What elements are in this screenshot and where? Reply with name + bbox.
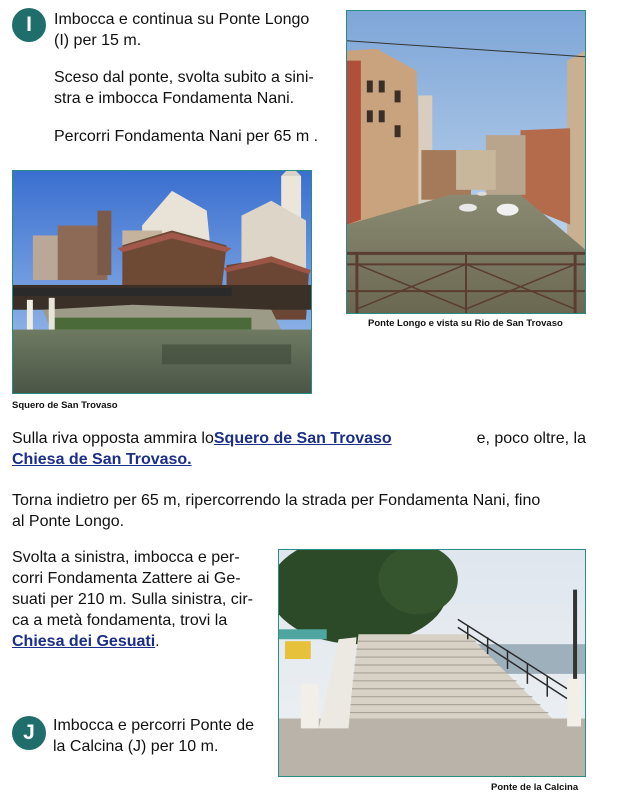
- step-j-line-2: la Calcina (J) per 10 m.: [53, 738, 219, 755]
- step-i-distance: Percorri Fondamenta Nani per 65 m .: [54, 128, 319, 145]
- step-i-line-1: Imbocca e continua su Ponte Longo: [54, 11, 310, 28]
- riva-text-pre: Sulla riva opposta ammira lo: [12, 430, 214, 447]
- svolta-line-2: corri Fondamenta Zattere ai Ge-: [12, 570, 241, 587]
- step-i-instruction: [54, 9, 339, 51]
- step-marker-j: J: [12, 716, 46, 750]
- step-marker-i: I: [12, 8, 46, 42]
- ponte-calcina-caption: Ponte de la Calcina: [491, 782, 579, 793]
- svolta-line-3: suati per 210 m. Sulla sinistra, cir-: [12, 591, 253, 608]
- step-i-turn-instruction: [54, 67, 339, 109]
- ponte-longo-caption: Ponte Longo e vista su Rio de San Trovaso: [368, 318, 563, 329]
- step-j-instruction: [53, 715, 275, 757]
- squero-photo: [12, 170, 312, 394]
- riva-paragraph: [12, 428, 586, 470]
- squero-caption: Squero de San Trovaso: [12, 400, 118, 411]
- torna-line-1: Torna indietro per 65 m, ripercorrendo la strada per Fondamenta Nani, fino: [12, 492, 541, 509]
- step-i-turn-line-1: Sceso dal ponte, svolta subito a sini-: [54, 69, 314, 86]
- svolta-paragraph: [12, 547, 270, 652]
- svolta-line-1: Svolta a sinistra, imbocca e per-: [12, 549, 240, 566]
- step-i-turn-line-2: stra e imbocca Fondamenta Nani.: [54, 90, 295, 107]
- step-i-line-2: (I) per 15 m.: [54, 32, 142, 49]
- ponte-calcina-photo: [278, 549, 586, 777]
- torna-paragraph: [12, 490, 588, 532]
- svolta-line-4: ca a metà fondamenta, trovi la: [12, 612, 228, 629]
- svolta-period: .: [155, 633, 160, 650]
- step-j-line-1: Imbocca e percorri Ponte de: [53, 717, 254, 734]
- torna-line-2: al Ponte Longo.: [12, 513, 125, 530]
- ponte-longo-photo: [346, 10, 586, 314]
- squero-link[interactable]: Squero de San Trovaso: [213, 430, 392, 447]
- riva-line-1: [12, 428, 586, 449]
- chiesa-gesuati-link[interactable]: Chiesa dei Gesuati: [12, 633, 156, 650]
- chiesa-san-trovaso-link[interactable]: Chiesa de San Trovaso.: [12, 451, 192, 468]
- riva-text-mid: e, poco oltre, la: [476, 430, 586, 447]
